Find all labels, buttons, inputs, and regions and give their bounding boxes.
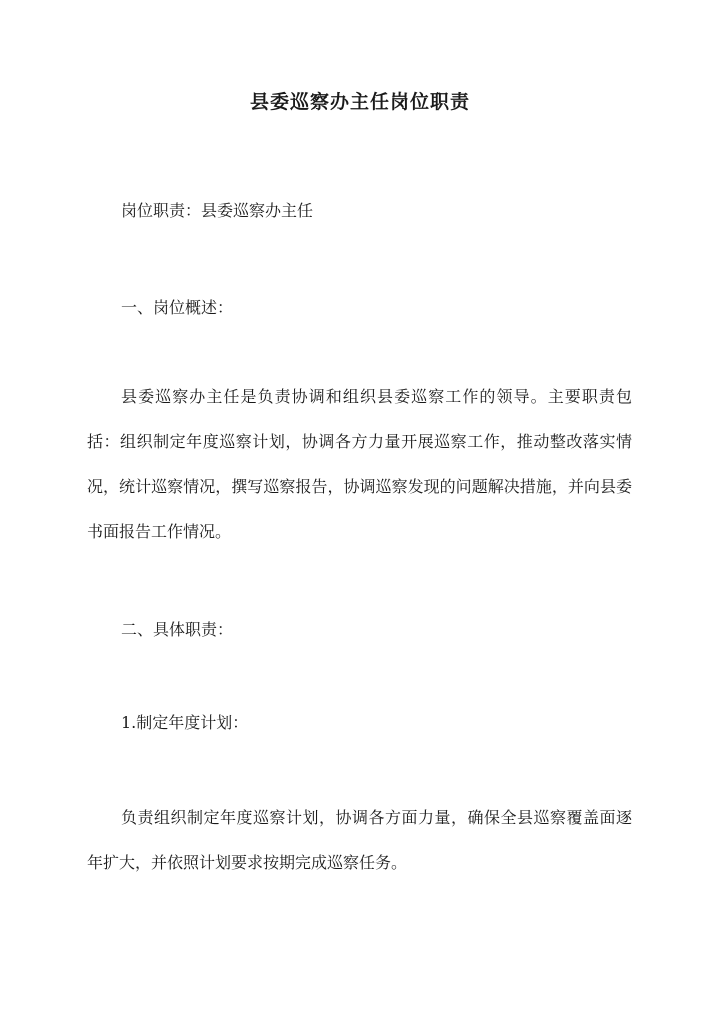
section2-heading: 二、具体职责： [121,620,234,639]
position-line: 岗位职责：县委巡察办主任 [121,201,314,220]
section1-heading: 一、岗位概述： [121,298,234,317]
item1-heading: 1.制定年度计划： [121,713,249,732]
document-title: 县委巡察办主任岗位职责 [249,91,470,113]
item1-body: 负责组织制定年度巡察计划，协调各方面力量，确保全县巡察覆盖面逐年扩大，并依照计划要求按期完成巡察任务。 [87,808,632,872]
section1-body: 县委巡察办主任是负责协调和组织县委巡察工作的领导。主要职责包括：组织制定年度巡察计划，协调各方力量开展巡察工作，推动整改落实情况，统计巡察情况，撰写巡察报告，协调巡察发现的问题解决措施，并向县委书面报告工作情况。 [87,387,632,541]
